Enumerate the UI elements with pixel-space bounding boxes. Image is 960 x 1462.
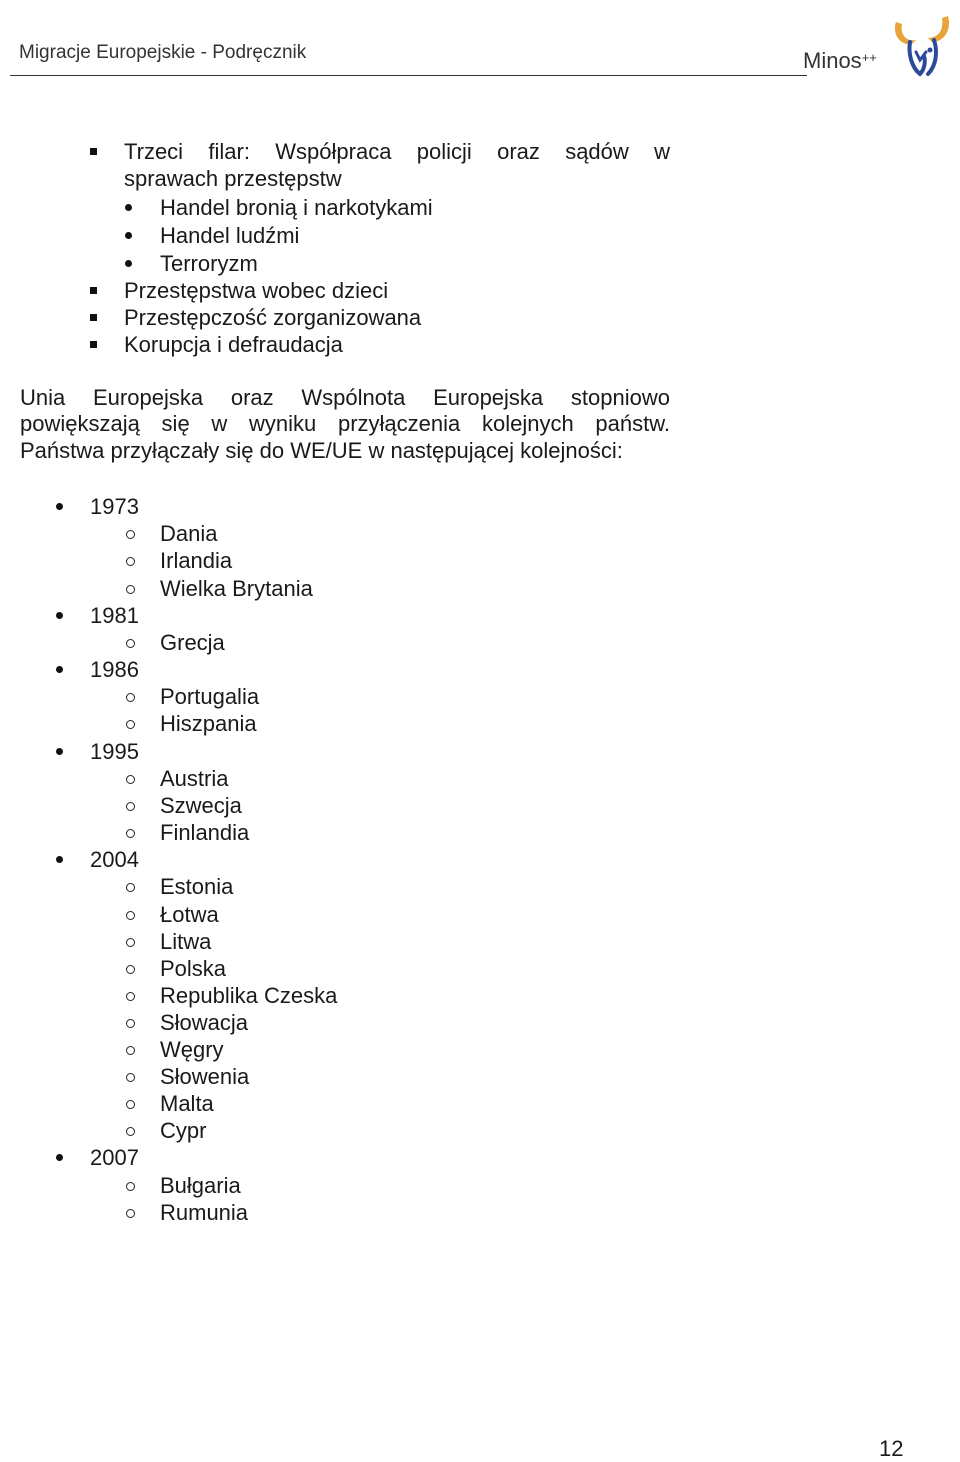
country-item: Polska — [160, 955, 227, 981]
circle-bullet — [126, 639, 135, 648]
year-label: 2004 — [90, 847, 139, 873]
circle-bullet — [126, 1182, 135, 1191]
circle-bullet — [126, 1019, 135, 1028]
circle-bullet — [126, 1209, 135, 1218]
pillar-square-item: Przestępczość zorganizowana — [124, 305, 422, 330]
page-header — [0, 0, 960, 80]
country-item: Republika Czeska — [160, 982, 338, 1008]
pillar-title-line2: sprawach przestępstw — [124, 166, 342, 191]
round-bullet — [125, 232, 132, 239]
document-title: Migracje Europejskie - Podręcznik — [19, 42, 307, 63]
square-bullet — [90, 314, 97, 321]
circle-bullet — [126, 1100, 135, 1109]
country-item: Słowenia — [160, 1064, 250, 1090]
year-label: 1981 — [90, 602, 139, 628]
country-item: Łotwa — [160, 901, 219, 927]
project-name — [803, 48, 877, 74]
square-bullet — [90, 148, 97, 155]
country-item: Austria — [160, 765, 229, 791]
pillar-bullet-item: Terroryzm — [160, 251, 258, 276]
round-bullet — [125, 260, 132, 267]
circle-bullet — [126, 938, 135, 947]
pillar-square-item: Korupcja i defraudacja — [124, 332, 343, 357]
country-item: Hiszpania — [160, 711, 257, 737]
circle-bullet — [126, 1127, 135, 1136]
square-bullet — [90, 287, 97, 294]
year-bullet — [56, 612, 63, 619]
circle-bullet — [126, 992, 135, 1001]
pillar-bullet-item: Handel bronią i narkotykami — [160, 195, 433, 220]
country-item: Portugalia — [160, 684, 260, 710]
page-number: 12 — [879, 1436, 904, 1461]
circle-bullet — [126, 965, 135, 974]
year-label: 1995 — [90, 738, 139, 764]
country-item: Szwecja — [160, 792, 242, 818]
country-item: Wielka Brytania — [160, 575, 313, 601]
country-item: Irlandia — [160, 548, 233, 574]
year-bullet — [56, 666, 63, 673]
year-label: 1986 — [90, 657, 139, 682]
country-item: Estonia — [160, 874, 234, 900]
country-item: Grecja — [160, 629, 225, 655]
paragraph-line2: powiększają się w wyniku przyłączenia kolejnych państw. — [20, 411, 670, 436]
circle-bullet — [126, 911, 135, 920]
circle-bullet — [126, 720, 135, 729]
circle-bullet — [126, 829, 135, 838]
circle-bullet — [126, 530, 135, 539]
pillar-square-item: Przestępstwa wobec dzieci — [124, 278, 389, 303]
country-item: Rumunia — [160, 1199, 249, 1225]
circle-bullet — [126, 883, 135, 892]
paragraph-line3: Państwa przyłączały się do WE/UE w następującej kolejności: — [20, 438, 623, 463]
year-bullet — [56, 503, 63, 510]
year-bullet — [56, 1154, 63, 1161]
country-item: Litwa — [160, 928, 212, 954]
year-bullet — [56, 856, 63, 863]
circle-bullet — [126, 1073, 135, 1082]
year-label: 1973 — [90, 494, 139, 519]
country-item: Węgry — [160, 1037, 224, 1062]
country-item: Cypr — [160, 1118, 207, 1144]
circle-bullet — [126, 557, 135, 566]
country-item: Malta — [160, 1091, 214, 1117]
pillar-title-line1: Trzeci filar: Współpraca policji oraz sądów w — [124, 139, 670, 164]
year-bullet — [56, 748, 63, 755]
country-item: Bułgaria — [160, 1172, 241, 1198]
minos-bull-logo-icon — [890, 12, 954, 80]
circle-bullet — [126, 585, 135, 594]
square-bullet — [90, 341, 97, 348]
country-item: Słowacja — [160, 1009, 249, 1035]
circle-bullet — [126, 775, 135, 784]
country-item: Finlandia — [160, 820, 250, 845]
circle-bullet — [126, 693, 135, 702]
pillar-bullet-item: Handel ludźmi — [160, 223, 300, 248]
circle-bullet — [126, 802, 135, 811]
country-item: Dania — [160, 521, 218, 547]
round-bullet — [125, 204, 132, 211]
year-label: 2007 — [90, 1145, 139, 1171]
header-divider — [10, 75, 807, 76]
project-name-text: Minos — [803, 48, 862, 73]
project-name-sup: ++ — [861, 50, 877, 65]
circle-bullet — [126, 1046, 135, 1055]
paragraph-line1: Unia Europejska oraz Wspólnota Europejska stopniowo — [20, 385, 670, 410]
